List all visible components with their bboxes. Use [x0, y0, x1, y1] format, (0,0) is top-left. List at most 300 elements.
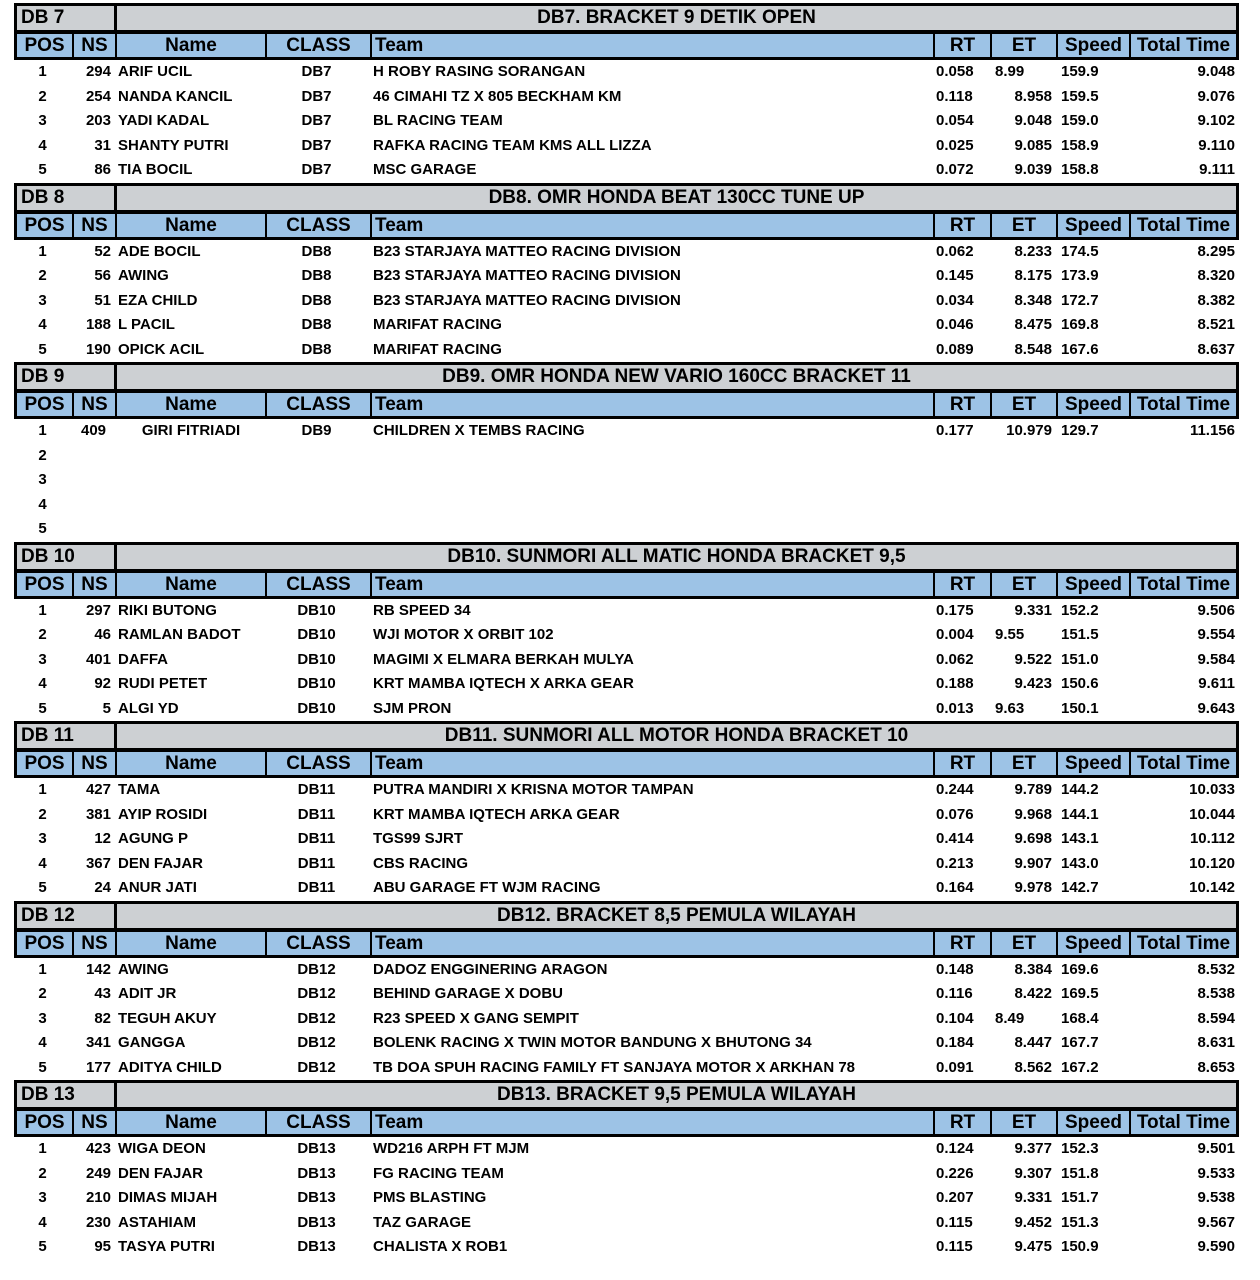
cell-ns: 5: [102, 699, 111, 717]
cell-et: 10.979: [1006, 422, 1052, 439]
cell-total: 10.120: [1189, 854, 1235, 872]
cell-et: 9.423: [1014, 675, 1052, 692]
cell-speed: 150.9: [1061, 1238, 1099, 1255]
cell-speed: 169.6: [1061, 960, 1099, 978]
cell-speed: 173.9: [1061, 267, 1099, 284]
cell-class: DB12: [297, 1034, 336, 1051]
column-header-ns: NS: [74, 752, 117, 775]
cell-rt: 0.116: [936, 985, 973, 1002]
result-row: [14, 338, 1239, 363]
cell-rt: 0.072: [936, 161, 974, 178]
result-row: [14, 1211, 1239, 1236]
cell-rt: 0.124: [936, 1140, 974, 1157]
cell-team: DADOZ ENGGINERING ARAGON: [373, 960, 608, 978]
cell-class: DB8: [301, 316, 332, 333]
column-header-speed: Speed: [1058, 34, 1131, 57]
result-row: [14, 778, 1239, 803]
cell-team: BL RACING TEAM: [373, 112, 503, 129]
result-row: [14, 958, 1239, 983]
cell-ns: 12: [94, 830, 111, 847]
race-section: [14, 3, 1239, 183]
cell-et: 9.789: [1014, 781, 1052, 798]
cell-name: TAMA: [118, 781, 161, 798]
cell-class: DB7: [301, 87, 332, 105]
result-row: [14, 264, 1239, 289]
result-row: [14, 517, 1239, 542]
cell-ns: [71, 493, 114, 518]
cell-pos: 2: [38, 446, 47, 464]
cell-class: DB10: [297, 675, 336, 692]
cell-ns: 409: [81, 422, 107, 439]
column-header-rt: RT: [935, 932, 992, 955]
column-header-row: [14, 211, 1239, 240]
cell-total: [1128, 444, 1239, 469]
result-row: [14, 982, 1239, 1007]
column-header-team: Team: [372, 1111, 935, 1134]
cell-class: DB7: [301, 112, 332, 129]
section-code: DB 11: [17, 724, 117, 748]
column-header-pos: POS: [17, 1111, 74, 1134]
cell-speed: [1055, 444, 1128, 469]
result-row: [14, 468, 1239, 493]
cell-total: [1128, 517, 1239, 542]
cell-total: 8.295: [1197, 242, 1235, 260]
cell-team: B23 STARJAYA MATTEO RACING DIVISION: [373, 291, 681, 309]
cell-total: 9.111: [1199, 161, 1235, 178]
column-header-ns: NS: [74, 932, 117, 955]
cell-speed: 143.0: [1061, 854, 1099, 872]
cell-class: DB13: [297, 1164, 336, 1182]
cell-ns: 188: [85, 316, 111, 333]
cell-name: [114, 444, 264, 469]
cell-pos: 1: [38, 63, 47, 80]
column-header-name: Name: [117, 573, 267, 596]
cell-team: 46 CIMAHI TZ X 805 BECKHAM KM: [373, 87, 622, 105]
cell-ns: [71, 444, 114, 469]
column-header-speed: Speed: [1058, 393, 1131, 416]
column-header-row: [14, 1108, 1239, 1137]
cell-team: TAZ GARAGE: [373, 1213, 472, 1231]
column-header-total: Total Time: [1136, 573, 1231, 595]
cell-total: 9.501: [1197, 1140, 1235, 1157]
cell-total: 8.382: [1197, 291, 1235, 309]
column-header-team: Team: [372, 34, 935, 57]
cell-speed: [1055, 517, 1128, 542]
cell-speed: 151.3: [1061, 1213, 1099, 1231]
race-section: [14, 901, 1239, 1081]
cell-rt: 0.025: [936, 136, 974, 154]
column-header-rt: RT: [935, 573, 992, 596]
cell-pos: 4: [38, 316, 47, 333]
cell-pos: 1: [38, 422, 47, 439]
cell-total: 9.643: [1197, 699, 1235, 717]
cell-pos: 4: [38, 675, 47, 692]
cell-ns: 230: [85, 1213, 111, 1231]
cell-team: KRT MAMBA IQTECH ARKA GEAR: [373, 805, 620, 823]
cell-pos: 4: [38, 1034, 47, 1051]
column-header-total: Total Time: [1136, 1112, 1231, 1133]
result-row: [14, 109, 1239, 134]
cell-total: 8.538: [1197, 985, 1235, 1002]
column-header-pos: POS: [17, 393, 74, 416]
cell-speed: 151.0: [1061, 650, 1099, 668]
cell-speed: 159.5: [1061, 87, 1099, 105]
column-header-row: [14, 929, 1239, 958]
cell-total: 8.532: [1197, 960, 1235, 978]
result-row: [14, 1031, 1239, 1056]
column-header-rt: RT: [935, 1111, 992, 1134]
cell-class: DB7: [301, 136, 332, 154]
cell-speed: 152.2: [1061, 601, 1099, 619]
cell-et: 8.99: [995, 63, 1025, 80]
cell-speed: 169.5: [1061, 985, 1099, 1002]
cell-speed: 158.8: [1061, 161, 1099, 178]
cell-class: DB8: [301, 242, 332, 260]
results-sheet: [14, 3, 1239, 1260]
cell-rt: 0.177: [936, 422, 974, 439]
cell-rt: 0.013: [936, 699, 974, 717]
cell-team: BEHIND GARAGE X DOBU: [373, 985, 564, 1002]
cell-et: 9.331: [1014, 1189, 1052, 1206]
cell-pos: 2: [38, 267, 47, 284]
cell-speed: 144.1: [1061, 805, 1099, 823]
cell-ns: 82: [94, 1009, 111, 1027]
section-code: DB 9: [17, 365, 117, 389]
cell-team: MAGIMI X ELMARA BERKAH MULYA: [373, 650, 634, 668]
cell-et: 9.907: [1014, 854, 1052, 872]
cell-class: DB7: [301, 161, 332, 178]
column-header-name: Name: [117, 393, 267, 416]
cell-et: 8.548: [1014, 340, 1052, 358]
cell-pos: 1: [38, 242, 47, 260]
cell-name: ASTAHIAM: [118, 1213, 197, 1231]
cell-name: RIKI BUTONG: [118, 601, 217, 619]
cell-ns: 254: [85, 87, 111, 105]
cell-name: AWING: [118, 267, 169, 284]
cell-et: 9.377: [1014, 1140, 1052, 1157]
cell-et: 9.307: [1014, 1164, 1052, 1182]
cell-et: [989, 517, 1055, 542]
result-row: [14, 1186, 1239, 1211]
column-header-team: Team: [372, 573, 935, 596]
column-header-speed: Speed: [1058, 932, 1131, 955]
cell-speed: 151.5: [1061, 626, 1099, 643]
cell-total: 9.584: [1197, 650, 1235, 668]
result-row: [14, 419, 1239, 444]
cell-speed: [1055, 493, 1128, 518]
cell-et: 9.085: [1014, 136, 1052, 154]
cell-et: 8.475: [1014, 316, 1052, 333]
section-code: DB 7: [17, 6, 117, 30]
cell-class: DB12: [297, 1009, 336, 1027]
cell-pos: 5: [38, 1058, 47, 1076]
cell-class: DB12: [297, 985, 336, 1002]
result-row: [14, 60, 1239, 85]
cell-team: SJM PRON: [373, 699, 452, 717]
column-header-row: [14, 749, 1239, 778]
cell-et: 9.331: [1014, 601, 1052, 619]
cell-class: DB11: [297, 781, 336, 798]
cell-team: B23 STARJAYA MATTEO RACING DIVISION: [373, 242, 681, 260]
cell-et: 8.422: [1014, 985, 1052, 1002]
cell-ns: 51: [94, 291, 111, 309]
cell-name: AWING: [118, 960, 169, 978]
cell-speed: 167.2: [1061, 1058, 1099, 1076]
cell-speed: 142.7: [1061, 879, 1099, 896]
cell-class: DB12: [297, 1058, 336, 1076]
cell-class: DB13: [297, 1140, 336, 1157]
cell-name: RAMLAN BADOT: [118, 626, 241, 643]
result-row: [14, 827, 1239, 852]
cell-name: NANDA KANCIL: [118, 87, 233, 105]
column-header-pos: POS: [17, 34, 74, 57]
column-header-name: Name: [117, 752, 267, 775]
cell-ns: 177: [85, 1058, 111, 1076]
cell-class: DB8: [301, 267, 332, 284]
column-header-et: ET: [992, 752, 1058, 775]
cell-ns: 341: [85, 1034, 111, 1051]
cell-team: MSC GARAGE: [373, 161, 477, 178]
cell-rt: 0.115: [936, 1213, 973, 1231]
column-header-class: CLASS: [267, 932, 372, 955]
cell-rt: [932, 517, 989, 542]
cell-speed: 151.8: [1061, 1164, 1099, 1182]
result-row: [14, 1235, 1239, 1260]
cell-name: AYIP ROSIDI: [118, 805, 208, 823]
result-row: [14, 134, 1239, 159]
cell-class: DB10: [297, 699, 336, 717]
cell-rt: 0.213: [936, 854, 974, 872]
cell-rt: 0.145: [936, 267, 974, 284]
cell-speed: 152.3: [1061, 1140, 1099, 1157]
cell-ns: [71, 517, 114, 542]
cell-et: 9.55: [995, 626, 1025, 643]
cell-total: 9.538: [1197, 1189, 1235, 1206]
column-header-pos: POS: [17, 752, 74, 775]
cell-name: DAFFA: [118, 650, 168, 668]
cell-rt: 0.076: [936, 805, 974, 823]
cell-pos: 2: [38, 805, 47, 823]
cell-name: OPICK ACIL: [118, 340, 205, 358]
cell-ns: 86: [94, 161, 111, 178]
cell-name: L PACIL: [118, 316, 175, 333]
cell-rt: 0.046: [936, 316, 974, 333]
cell-et: 8.384: [1014, 960, 1052, 978]
cell-name: DEN FAJAR: [118, 1164, 204, 1182]
cell-ns: 203: [85, 112, 111, 129]
cell-total: 10.112: [1189, 830, 1235, 847]
cell-total: 10.044: [1189, 805, 1235, 823]
cell-total: 9.533: [1197, 1164, 1235, 1182]
cell-et: 9.522: [1014, 650, 1052, 668]
cell-class: DB11: [297, 854, 336, 872]
cell-total: 8.637: [1197, 340, 1235, 358]
cell-speed: 174.5: [1061, 242, 1099, 260]
cell-rt: 0.115: [936, 1238, 973, 1255]
cell-total: 10.033: [1189, 781, 1235, 798]
cell-et: 9.698: [1014, 830, 1052, 847]
cell-team: TGS99 SJRT: [373, 830, 464, 847]
cell-speed: 144.2: [1061, 781, 1099, 798]
cell-rt: 0.091: [936, 1058, 974, 1076]
result-row: [14, 648, 1239, 673]
cell-total: 8.521: [1197, 316, 1235, 333]
cell-rt: 0.184: [936, 1034, 974, 1051]
result-row: [14, 599, 1239, 624]
cell-team: PMS BLASTING: [373, 1189, 487, 1206]
cell-rt: 0.164: [936, 879, 974, 896]
cell-team: BOLENK RACING X TWIN MOTOR BANDUNG X BHUTONG 34: [373, 1034, 812, 1051]
cell-total: 8.653: [1197, 1058, 1235, 1076]
cell-pos: 5: [38, 520, 47, 537]
cell-total: 10.142: [1189, 879, 1235, 896]
column-header-rt: RT: [935, 752, 992, 775]
cell-et: [989, 468, 1055, 493]
cell-ns: 95: [94, 1238, 111, 1255]
cell-name: ADIT JR: [118, 985, 177, 1002]
cell-pos: 2: [38, 87, 47, 105]
cell-class: DB8: [301, 291, 332, 309]
cell-name: TIA BOCIL: [118, 161, 193, 178]
column-header-et: ET: [992, 932, 1058, 955]
cell-total: 9.506: [1197, 601, 1235, 619]
cell-team: CHALISTA X ROB1: [373, 1238, 508, 1255]
cell-total: [1128, 468, 1239, 493]
cell-team: B23 STARJAYA MATTEO RACING DIVISION: [373, 267, 681, 284]
cell-speed: 168.4: [1061, 1009, 1099, 1027]
cell-et: 8.958: [1014, 87, 1052, 105]
section-title: DB13. BRACKET 9,5 PEMULA WILAYAH: [497, 1084, 856, 1105]
cell-ns: [71, 468, 114, 493]
cell-et: 8.233: [1014, 242, 1052, 260]
cell-speed: 169.8: [1061, 316, 1099, 333]
cell-pos: 4: [38, 136, 47, 154]
result-row: [14, 1007, 1239, 1032]
result-row: [14, 623, 1239, 648]
cell-pos: 2: [38, 1164, 47, 1182]
section-title: DB11. SUNMORI ALL MOTOR HONDA BRACKET 10: [444, 725, 909, 746]
cell-pos: 5: [38, 699, 47, 717]
cell-et: 8.447: [1014, 1034, 1052, 1051]
cell-pos: 3: [38, 1009, 47, 1027]
column-header-rt: RT: [935, 393, 992, 416]
cell-pos: 3: [38, 291, 47, 309]
column-header-et: ET: [992, 393, 1058, 416]
cell-et: 8.49: [995, 1009, 1025, 1027]
cell-ns: 427: [85, 781, 111, 798]
column-header-name: Name: [117, 932, 267, 955]
cell-total: 9.048: [1197, 63, 1235, 80]
cell-total: 9.611: [1198, 675, 1235, 692]
cell-total: 9.554: [1197, 626, 1235, 643]
result-row: [14, 1056, 1239, 1081]
cell-name: DEN FAJAR: [118, 854, 204, 872]
result-row: [14, 85, 1239, 110]
cell-speed: 151.7: [1061, 1189, 1099, 1206]
result-row: [14, 803, 1239, 828]
race-section: [14, 362, 1239, 542]
cell-pos: 2: [38, 985, 47, 1002]
race-section: [14, 542, 1239, 722]
race-section: [14, 183, 1239, 363]
cell-ns: 190: [85, 340, 111, 358]
cell-team: MARIFAT RACING: [373, 316, 502, 333]
column-header-name: Name: [117, 1111, 267, 1134]
cell-pos: 5: [38, 879, 47, 896]
cell-class: DB7: [301, 63, 332, 80]
cell-team: [369, 444, 932, 469]
cell-name: YADI KADAL: [118, 112, 210, 129]
cell-class: [264, 493, 369, 518]
column-header-et: ET: [992, 214, 1058, 237]
column-header-total: Total Time: [1136, 394, 1231, 415]
cell-et: 9.039: [1014, 161, 1052, 178]
column-header-ns: NS: [74, 1111, 117, 1134]
cell-et: 8.175: [1014, 267, 1052, 284]
column-header-class: CLASS: [267, 1111, 372, 1134]
column-header-et: ET: [992, 34, 1058, 57]
column-header-et: ET: [992, 573, 1058, 596]
cell-speed: 172.7: [1061, 291, 1099, 309]
column-header-class: CLASS: [267, 214, 372, 237]
result-row: [14, 852, 1239, 877]
cell-rt: 0.148: [936, 960, 974, 978]
cell-name: TEGUH AKUY: [118, 1009, 217, 1027]
cell-class: DB13: [297, 1189, 336, 1206]
column-header-name: Name: [117, 34, 267, 57]
cell-class: DB11: [297, 830, 336, 847]
cell-team: PUTRA MANDIRI X KRISNA MOTOR TAMPAN: [373, 781, 694, 798]
cell-ns: 210: [85, 1189, 111, 1206]
cell-name: AGUNG P: [118, 830, 189, 847]
column-header-pos: POS: [17, 932, 74, 955]
cell-pos: 1: [38, 1140, 47, 1157]
cell-ns: 92: [94, 675, 111, 692]
cell-class: DB11: [297, 805, 336, 823]
cell-rt: 0.188: [936, 675, 974, 692]
section-title-row: [14, 183, 1239, 211]
cell-team: WJI MOTOR X ORBIT 102: [373, 626, 554, 643]
section-code: DB 13: [17, 1083, 117, 1107]
column-header-total: Total Time: [1136, 35, 1231, 56]
cell-class: DB9: [301, 422, 332, 439]
result-row: [14, 289, 1239, 314]
cell-speed: [1055, 468, 1128, 493]
column-header-ns: NS: [74, 214, 117, 237]
cell-et: 9.968: [1014, 805, 1052, 823]
cell-et: [989, 444, 1055, 469]
cell-total: [1128, 493, 1239, 518]
cell-total: 8.594: [1197, 1009, 1235, 1027]
cell-rt: 0.062: [936, 650, 974, 668]
column-header-rt: RT: [935, 34, 992, 57]
result-row: [14, 240, 1239, 265]
cell-total: 8.631: [1197, 1034, 1235, 1051]
cell-total: 8.320: [1197, 267, 1235, 284]
cell-rt: 0.104: [936, 1009, 974, 1027]
column-header-team: Team: [372, 932, 935, 955]
cell-name: ADITYA CHILD: [118, 1058, 222, 1076]
cell-speed: 150.1: [1061, 699, 1099, 717]
cell-pos: 3: [38, 830, 47, 847]
cell-team: R23 SPEED X GANG SEMPIT: [373, 1009, 579, 1027]
cell-class: [264, 444, 369, 469]
cell-total: 9.567: [1197, 1213, 1235, 1231]
cell-team: TB DOA SPUH RACING FAMILY FT SANJAYA MOTOR X ARKHAN 78: [373, 1058, 856, 1076]
cell-rt: 0.207: [936, 1189, 974, 1206]
cell-total: 9.102: [1197, 112, 1235, 129]
cell-team: CHILDREN X TEMBS RACING: [373, 422, 585, 439]
